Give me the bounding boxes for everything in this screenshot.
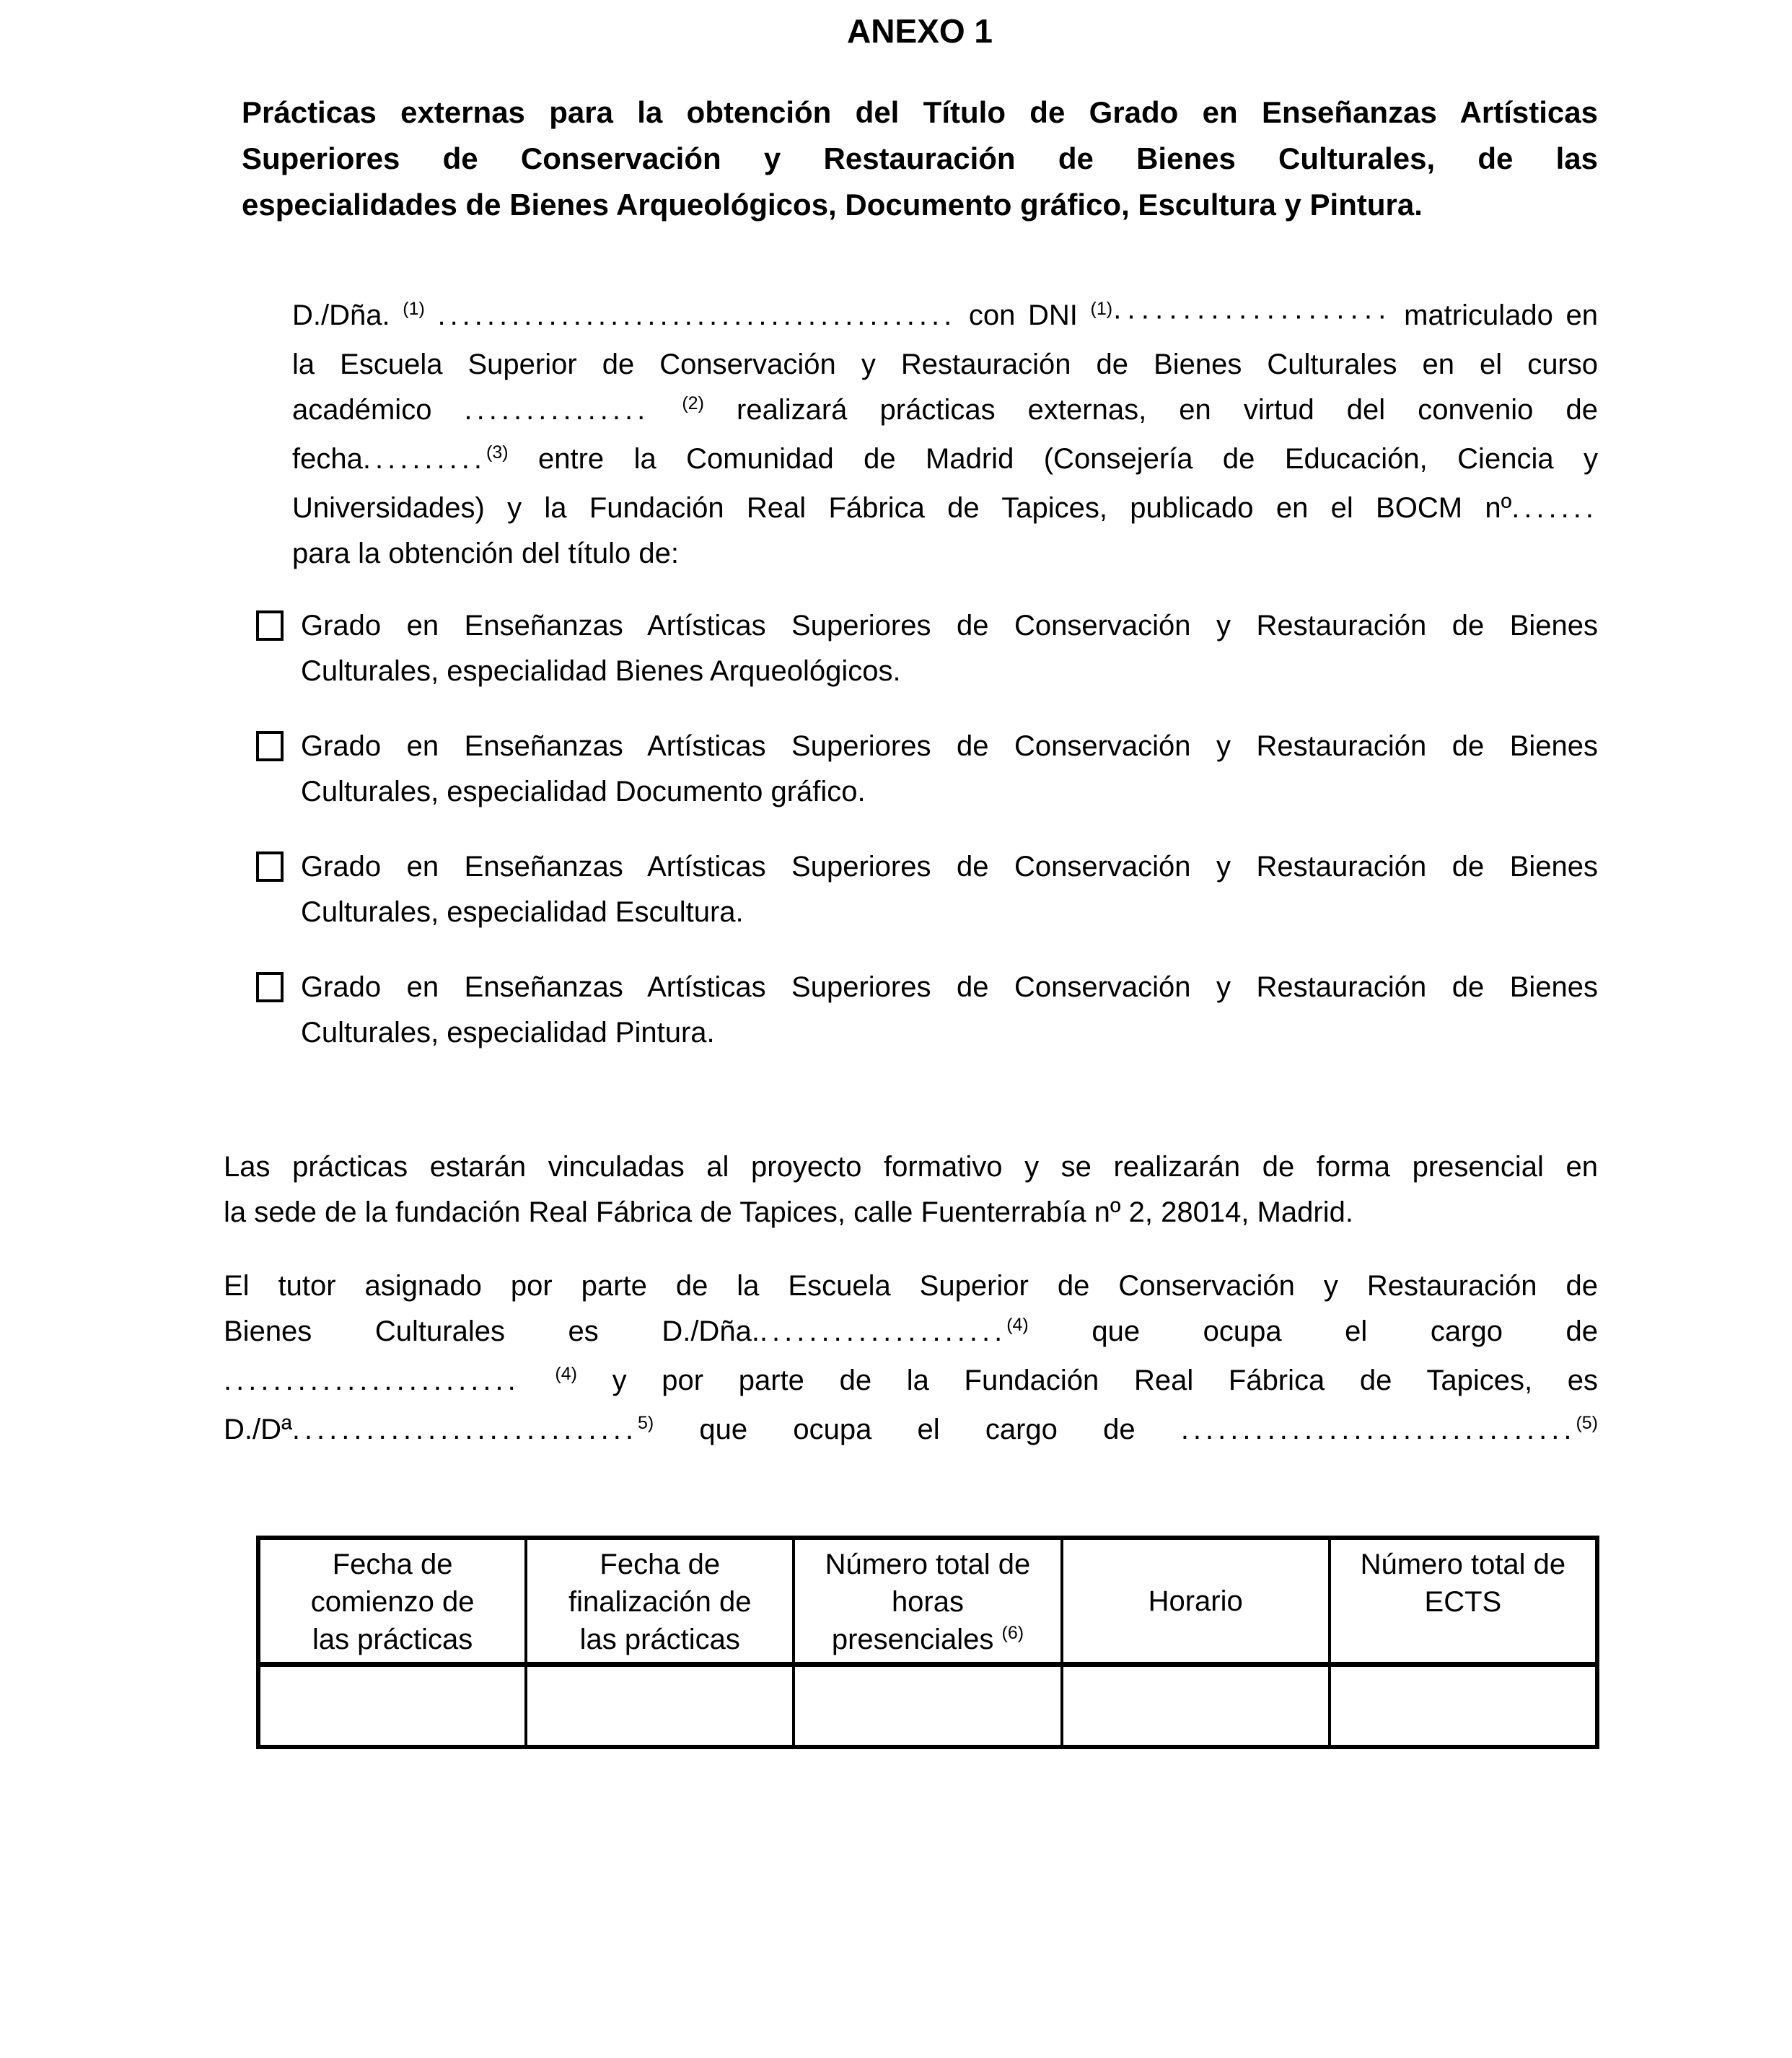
- text-line: las prácticas: [312, 1624, 473, 1655]
- text-line: Horario: [1148, 1585, 1243, 1617]
- option-escultura: [256, 844, 1598, 935]
- col-header-horario: [1062, 1538, 1330, 1665]
- text-line: Grado en Enseñanzas Artísticas Superiores de Conservación y Restauración de Bienes: [301, 971, 1598, 1003]
- text-line: Grado en Enseñanzas Artísticas Superiores de Conservación y Restauración de Bienes: [301, 610, 1598, 642]
- col-header-ects: [1330, 1538, 1597, 1665]
- page-title: ANEXO 1: [847, 12, 993, 50]
- checkbox-documento-grafico[interactable]: [256, 731, 284, 761]
- text-line: Superiores de Conservación y Restauración de Bienes Culturales, de las: [242, 141, 1598, 175]
- text-line: comienzo de: [310, 1586, 475, 1618]
- text-line: El tutor asignado por parte de la Escuela Superior de Conservación y Restauración de: [224, 1270, 1598, 1302]
- cell-horas-presenciales[interactable]: [794, 1665, 1061, 1748]
- degree-options: [256, 603, 1598, 1085]
- text-line: especialidades de Bienes Arqueológicos, Documento gráfico, Escultura y Pintura.: [242, 188, 1423, 222]
- text-line: Culturales, especialidad Pintura.: [301, 1017, 715, 1048]
- text-line: Fecha de: [332, 1549, 453, 1580]
- cell-fecha-comienzo[interactable]: [258, 1665, 526, 1748]
- text-line: presenciales $^{(6)}$: [831, 1623, 1024, 1655]
- text-line: finalización de: [568, 1586, 752, 1618]
- text-line: Número total de: [1360, 1549, 1566, 1580]
- text-line: la sede de la fundación Real Fábrica de Tapices, calle Fuenterrabía nº 2, 28014, Madrid.: [224, 1196, 1353, 1228]
- form-heading: [242, 89, 1598, 228]
- practices-table-wrap: [256, 1536, 1599, 1749]
- option-label: [301, 965, 1598, 1056]
- text-line: la Escuela Superior de Conservación y Restauración de Bienes Culturales en el curso: [292, 349, 1598, 380]
- option-label: [301, 724, 1598, 815]
- text-line: Grado en Enseñanzas Artísticas Superiores de Conservación y Restauración de Bienes: [301, 851, 1598, 883]
- option-pintura: [256, 965, 1598, 1056]
- col-header-fecha-comienzo: [258, 1538, 526, 1665]
- text-line: D./Dña. $^{(1)}$ .......................................... con DNI $^{(1)}$···················· matriculado en: [292, 299, 1599, 331]
- text-line: las prácticas: [579, 1624, 740, 1655]
- option-documento-grafico: [256, 724, 1598, 815]
- text-line: Número total de: [825, 1549, 1031, 1580]
- text-line: Grado en Enseñanzas Artísticas Superiores de Conservación y Restauración de Bienes: [301, 730, 1598, 762]
- practices-table: [256, 1536, 1599, 1749]
- checkbox-pintura[interactable]: [256, 972, 284, 1002]
- tutor-paragraph: [224, 1264, 1598, 1456]
- text-line: Universidades) y la Fundación Real Fábrica de Tapices, publicado en el BOCM nº.......: [292, 492, 1598, 524]
- text-line: horas: [891, 1586, 964, 1618]
- cell-fecha-finalizacion[interactable]: [526, 1665, 794, 1748]
- text-line: fecha..........$^{(3)}$ entre la Comunidad de Madrid (Consejería de Educación, Ciencia y: [292, 442, 1598, 475]
- text-line: Culturales, especialidad Bienes Arqueológicos.: [301, 655, 901, 687]
- text-line: Culturales, especialidad Escultura.: [301, 896, 744, 928]
- col-header-horas-presenciales: [794, 1538, 1061, 1665]
- text-line: para la obtención del título de:: [292, 538, 679, 569]
- cell-horario[interactable]: [1062, 1665, 1330, 1748]
- checkbox-escultura[interactable]: [256, 851, 284, 882]
- option-bienes-arqueologicos: [256, 603, 1598, 694]
- text-line: D./Dª............................$^{5)}$ que ocupa el cargo de ................................$^{(5)}$: [224, 1413, 1598, 1445]
- text-line: Culturales, especialidad Documento gráfico.: [301, 776, 866, 807]
- checkbox-bienes-arqueologicos[interactable]: [256, 610, 284, 641]
- table-row: [258, 1665, 1597, 1748]
- location-paragraph: [224, 1144, 1598, 1235]
- option-label: [301, 844, 1598, 935]
- text-line: ........................ $^{(4)}$ y por parte de la Fundación Real Fábrica de Tapices, es: [224, 1364, 1598, 1396]
- option-label: [301, 603, 1598, 694]
- intro-paragraph: [292, 293, 1598, 577]
- text-line: académico ............... $^{(2)}$ realizará prácticas externas, en virtud del convenio de: [292, 393, 1598, 426]
- header-row: [258, 1538, 1597, 1665]
- cell-ects[interactable]: [1330, 1665, 1597, 1748]
- text-line: Bienes Culturales es D./Dña.....................$^{(4)}$ que ocupa el cargo de: [224, 1315, 1598, 1347]
- text-line: Las prácticas estarán vinculadas al proyecto formativo y se realizarán de forma presencial en: [224, 1151, 1598, 1183]
- text-line: ECTS: [1424, 1586, 1502, 1618]
- col-header-fecha-finalizacion: [526, 1538, 794, 1665]
- text-line: Prácticas externas para la obtención del Título de Grado en Enseñanzas Artísticas: [242, 95, 1598, 129]
- text-line: Fecha de: [599, 1549, 721, 1580]
